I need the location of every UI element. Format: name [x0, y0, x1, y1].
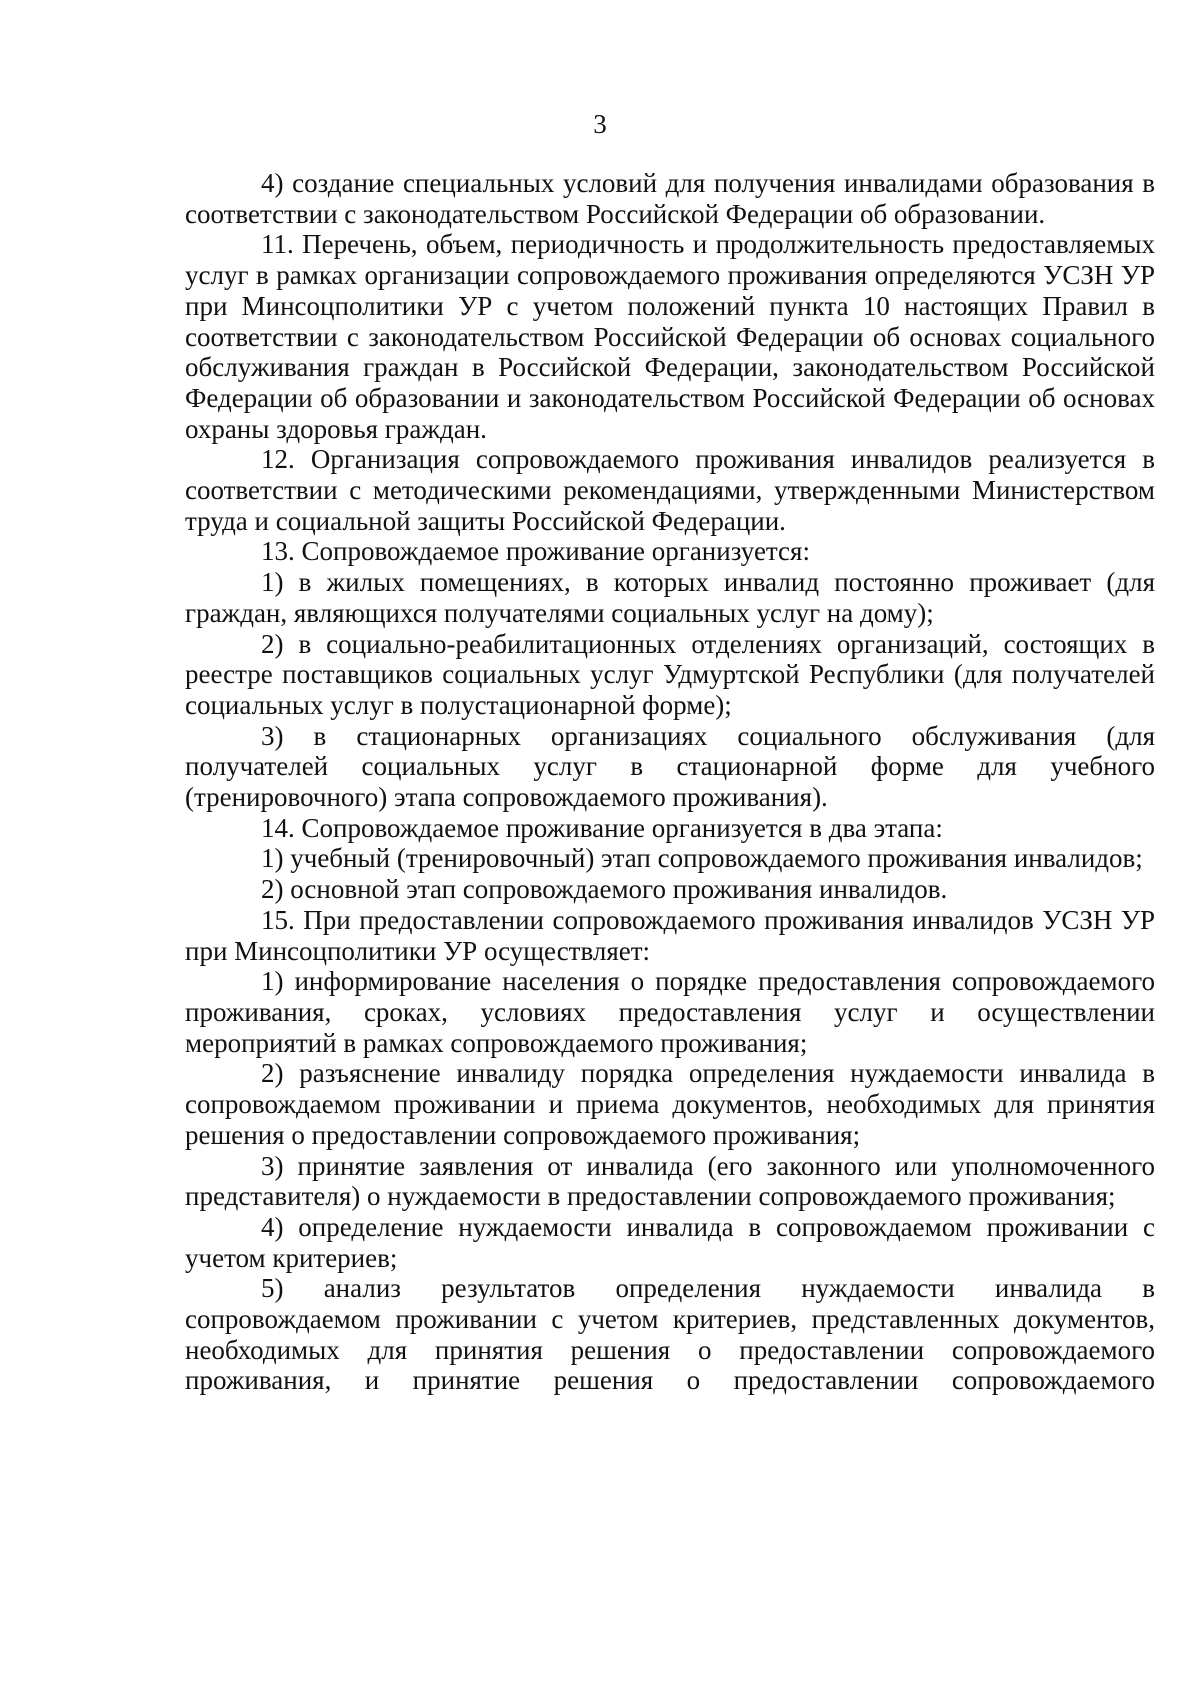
paragraph: 5) анализ результатов определения нуждаемости инвалида в сопровождаемом проживании с учетом критериев, представленных документов, необходимых для принятия решения о предоставлении сопровождаемого проживания, и принятие решения о предоставлении сопровождаемого — [185, 1273, 1155, 1396]
paragraph: 2) в социально-реабилитационных отделениях организаций, состоящих в реестре поставщиков социальных услуг Удмуртской Республики (для получателей социальных услуг в полустационарной форме); — [185, 628, 1155, 720]
paragraph: 3) принятие заявления от инвалида (его законного или уполномоченного представителя) о нуждаемости в предоставлении сопровождаемого проживания; — [185, 1150, 1155, 1212]
paragraph: 1) в жилых помещениях, в которых инвалид постоянно проживает (для граждан, являющихся получателями социальных услуг на дому); — [185, 567, 1155, 628]
paragraph: 2) основной этап сопровождаемого проживания инвалидов. — [261, 874, 948, 905]
paragraph: 4) создание специальных условий для получения инвалидами образования в соответствии с законодательством Российской Федерации об образовании. — [185, 168, 1155, 229]
paragraph: 2) разъяснение инвалиду порядка определения нуждаемости инвалида в сопровождаемом проживании и приема документов, необходимых для принятия решения о предоставлении сопровождаемого проживания; — [185, 1058, 1155, 1150]
paragraph: 11. Перечень, объем, периодичность и продолжительность предоставляемых услуг в рамках организации сопровождаемого проживания определяются УСЗН УР при Минсоцполитики УР с учетом положений пункта 10 настоящих Правил в соответствии с законодательством Российской Федерации об основах социального обслуживания граждан в Российской Федерации, законодательством Российской Федерации об образовании и законодательством Российской Федерации об основах охраны здоровья граждан. — [185, 229, 1155, 444]
paragraph: 3) в стационарных организациях социального обслуживания (для получателей социальных услуг в стационарной форме для учебного (тренировочного) этапа сопровождаемого проживания). — [185, 720, 1155, 813]
paragraph: 4) определение нуждаемости инвалида в сопровождаемом проживании с учетом критериев; — [185, 1211, 1155, 1273]
document-body — [185, 168, 1155, 1396]
page-number: 3 — [593, 109, 607, 139]
paragraph: 14. Сопровождаемое проживание организуется в два этапа: — [261, 812, 943, 843]
paragraph: 15. При предоставлении сопровождаемого проживания инвалидов УСЗН УР при Минсоцполитики УР осуществляет: — [185, 904, 1155, 966]
paragraph: 12. Организация сопровождаемого проживания инвалидов реализуется в соответствии с методическими рекомендациями, утвержденными Министерством труда и социальной защиты Российской Федерации. — [185, 444, 1155, 536]
paragraph: 13. Сопровождаемое проживание организуется: — [261, 536, 810, 567]
paragraph: 1) учебный (тренировочный) этап сопровождаемого проживания инвалидов; — [261, 843, 1143, 874]
paragraph: 1) информирование населения о порядке предоставления сопровождаемого проживания, сроках, условиях предоставления услуг и осуществлении мероприятий в рамках сопровождаемого проживания; — [185, 966, 1155, 1058]
